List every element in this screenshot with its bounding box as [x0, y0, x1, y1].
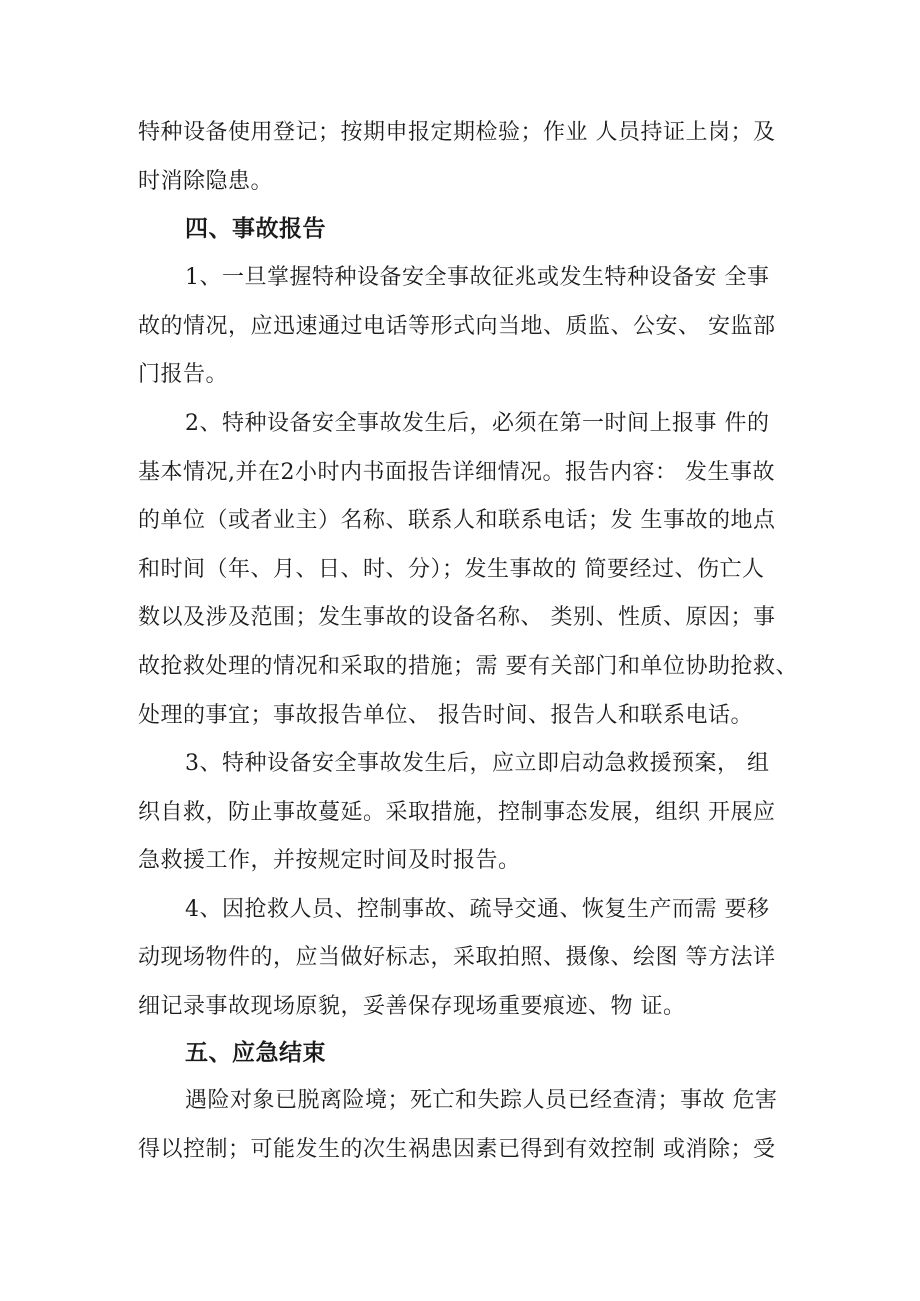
body-line: 数以及涉及范围；发生事故的设备名称、 类别、性质、原因；事 — [138, 605, 776, 630]
body-line: 故的情况，应迅速通过电话等形式向当地、质监、公安、 安监部 — [138, 314, 776, 339]
body-line: 时消除隐患。 — [138, 169, 274, 194]
body-line: 细记录事故现场原貌，妥善保存现场重要痕迹、物 证。 — [138, 994, 686, 1019]
body-line: 织自救，防止事故蔓延。采取措施，控制事态发展，组织 开展应 — [138, 800, 776, 825]
section-heading-4: 四、事故报告 — [185, 216, 326, 242]
body-line: 遇险对象已脱离险境；死亡和失踪人员已经查清；事故 危害 — [185, 1088, 778, 1113]
body-line: 特种设备使用登记；按期申报定期检验；作业 人员持证上岗；及 — [138, 120, 776, 145]
body-line: 急救援工作，并按规定时间及时报告。 — [138, 848, 521, 873]
body-line: 3、特种设备安全事故发生后，应立即启动急救援预案， 组 — [185, 751, 770, 776]
body-line: 故抢救处理的情况和采取的措施；需 要有关部门和单位协助抢救、 — [138, 654, 798, 679]
body-line: 动现场物件的，应当做好标志，采取拍照、摄像、绘图 等方法详 — [138, 945, 776, 970]
body-line: 基本情况,并在2小时内书面报告详细情况。报告内容： 发生事故 — [138, 460, 775, 485]
body-line: 和时间（年、月、日、时、分）；发生事故的 简要经过、伤亡人 — [138, 557, 765, 582]
body-line: 门报告。 — [138, 362, 229, 387]
body-line: 的单位（或者业主）名称、联系人和联系电话；发 生事故的地点 — [138, 508, 776, 533]
body-line: 处理的事宜；事故报告单位、 报告时间、报告人和联系电话。 — [138, 703, 753, 728]
body-line: 2、特种设备安全事故发生后，必须在第一时间上报事 件的 — [185, 411, 770, 436]
section-heading-5: 五、应急结束 — [185, 1040, 326, 1066]
body-line: 1、一旦掌握特种设备安全事故征兆或发生特种设备安 全事 — [185, 265, 770, 290]
body-line: 得以控制；可能发生的次生祸患因素已得到有效控制 或消除；受 — [138, 1137, 776, 1162]
body-line: 4、因抢救人员、控制事故、疏导交通、恢复生产而需 要移 — [185, 897, 770, 922]
